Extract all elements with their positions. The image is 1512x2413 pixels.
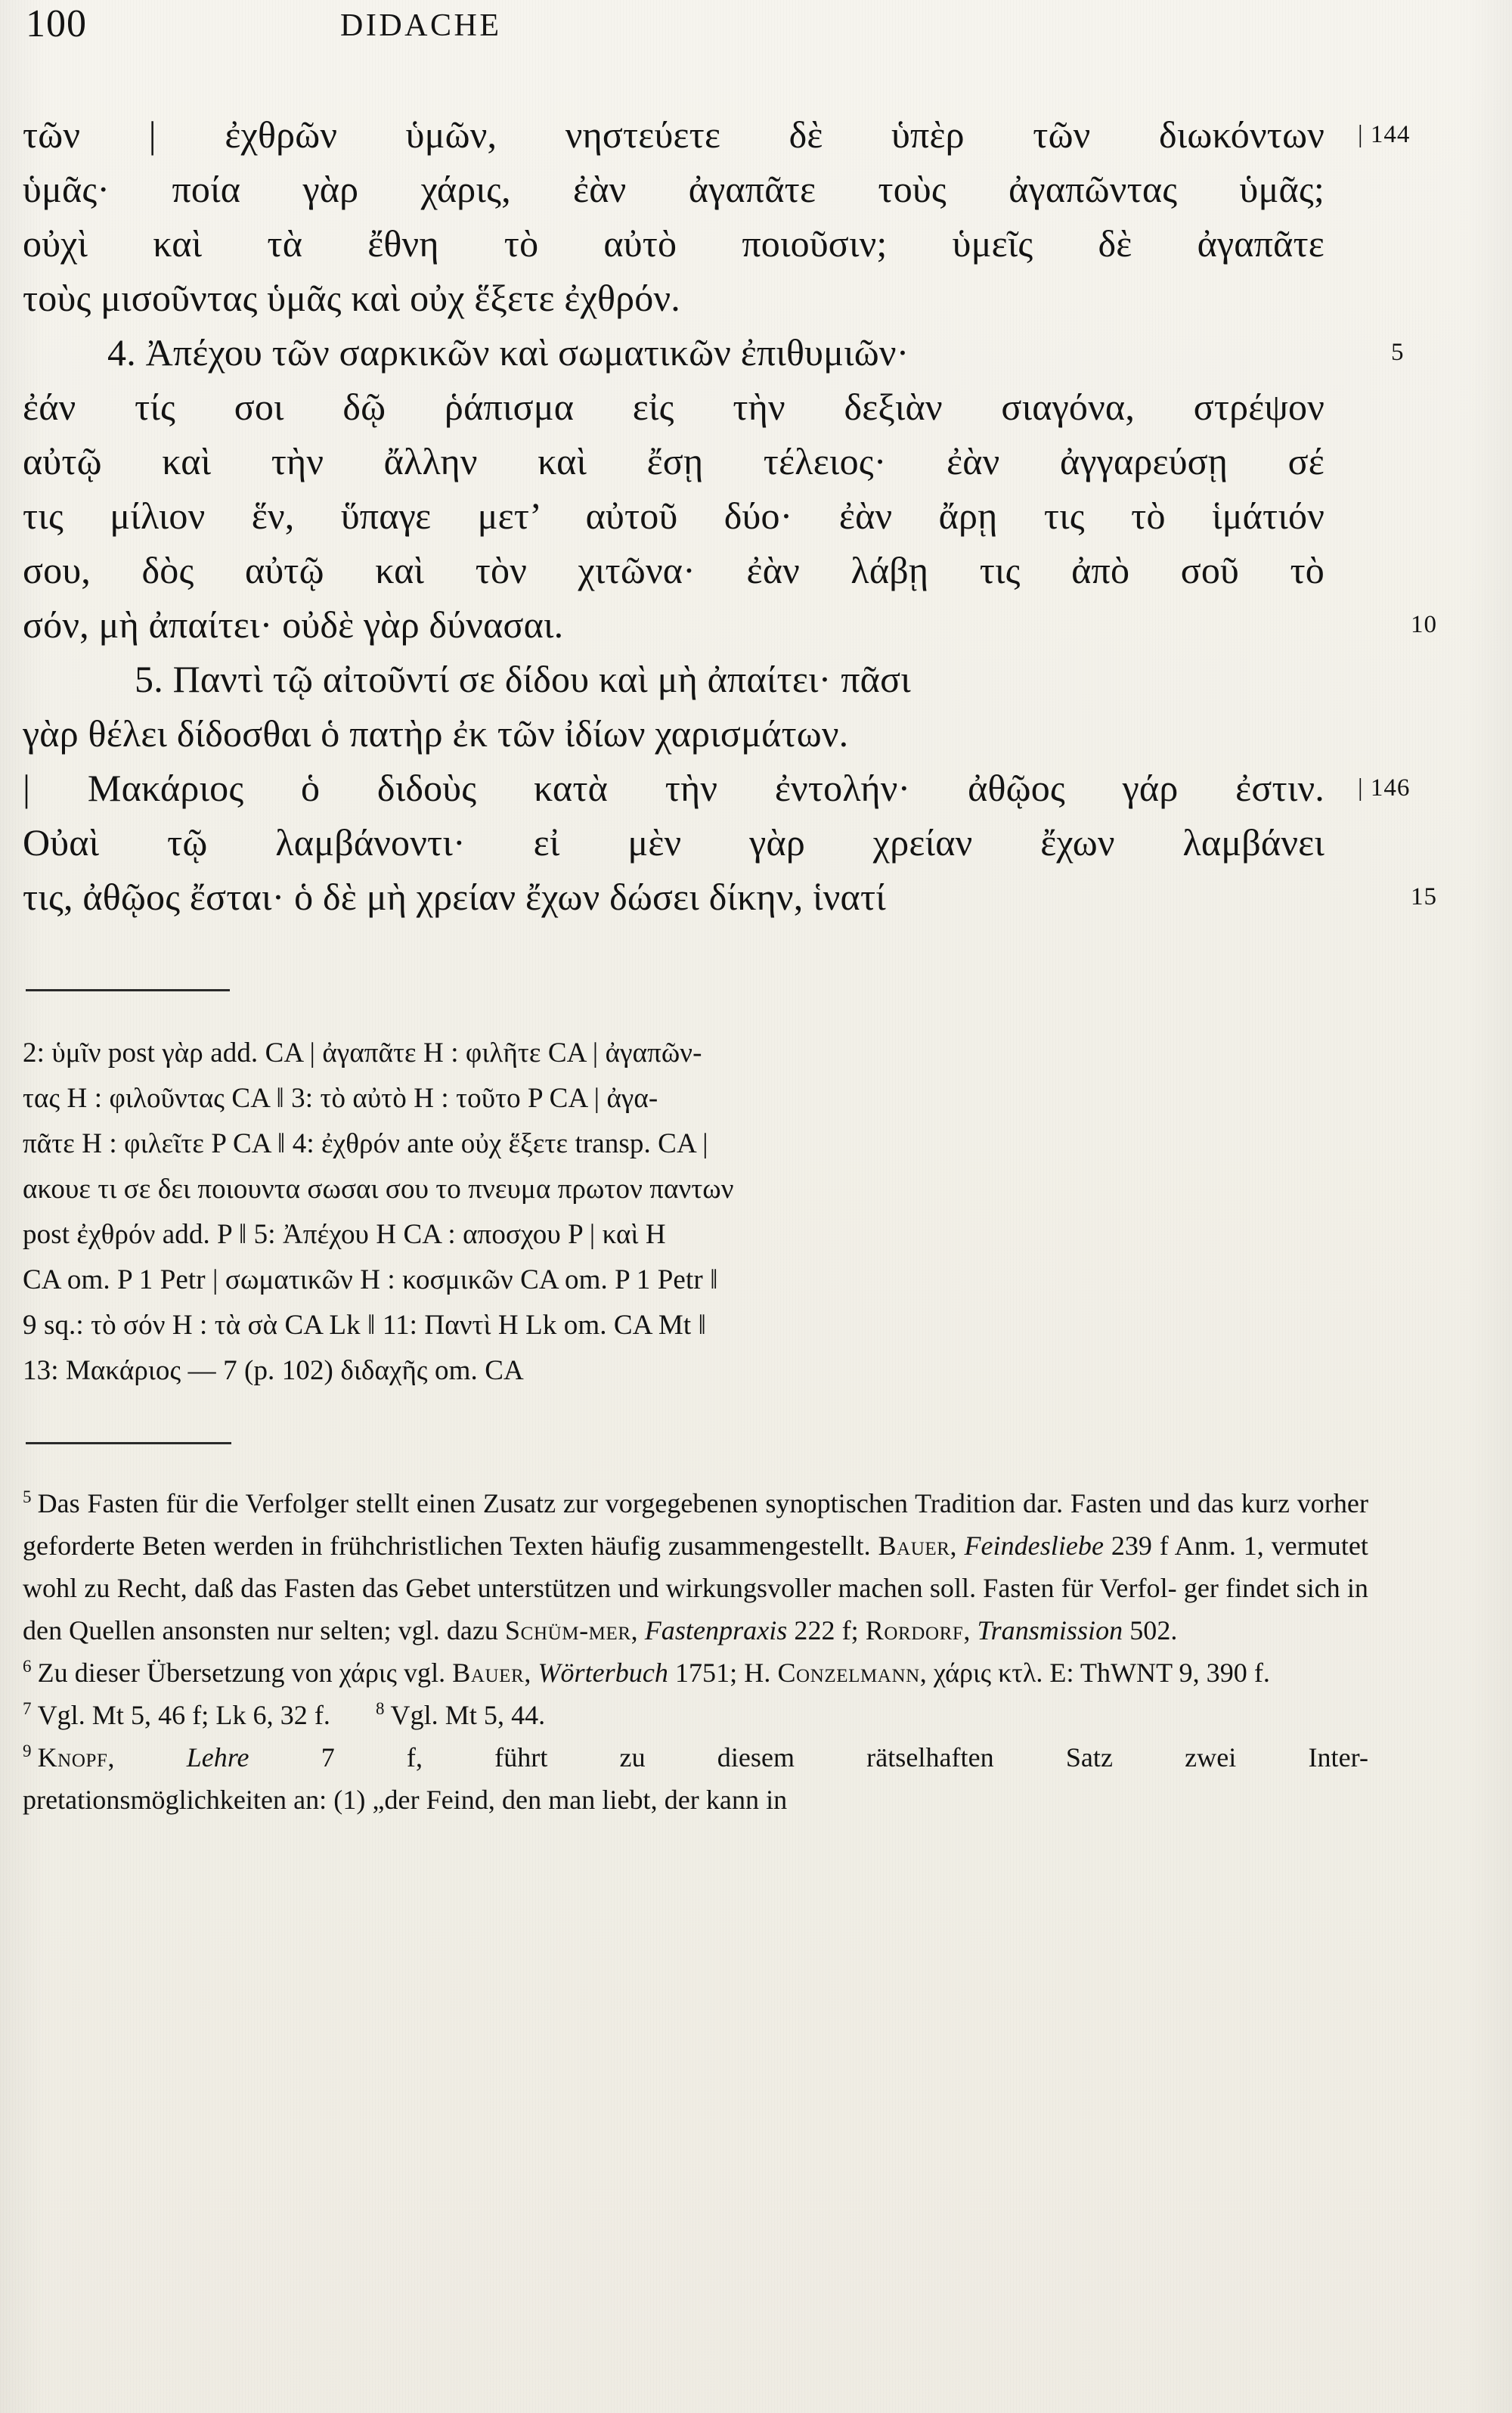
footnote-marker: 6: [23, 1657, 32, 1676]
work-title: Lehre: [186, 1742, 249, 1773]
footnote-6: [23, 1652, 1368, 1694]
author-name: Bauer: [878, 1531, 950, 1561]
text-line: [23, 761, 1491, 815]
footnote-text: 502.: [1123, 1615, 1178, 1645]
margin-reference: | 146: [1358, 774, 1411, 802]
text-line: [23, 380, 1491, 434]
text-line: [23, 488, 1491, 543]
footnote-text: ,: [524, 1658, 538, 1688]
apparatus-line: πᾶτε H : φιλεῖτε P CA ‖ 4: ἐχθρόν ante οὐχ ἕξετε transp. CA |: [23, 1128, 708, 1159]
text-line-content: αὐτῷ καὶ τὴν ἄλλην καὶ ἔσῃ τέλειος· ἐὰν ἀγγαρεύσῃ σέ: [23, 440, 1325, 482]
text-line-content: Οὐαὶ τῷ λαμβάνοντι· εἰ μὲν γὰρ χρείαν ἔχων λαμβάνει: [23, 821, 1325, 864]
footnote-rule: [26, 1442, 231, 1444]
page-content: [23, 0, 1491, 1821]
footnote-text: Zu dieser Übersetzung von χάρις vgl.: [37, 1658, 453, 1688]
work-title: Transmission: [977, 1615, 1123, 1645]
text-line-content: ὑμᾶς· ποία γὰρ χάρις, ἐὰν ἀγαπᾶτε τοὺς ἀγαπῶντας ὑμᾶς;: [23, 168, 1325, 210]
text-line: [23, 652, 1491, 706]
author-name: Knopf: [37, 1742, 108, 1773]
text-line: [23, 216, 1491, 271]
text-line-content: τις, ἀθῷος ἔσται· ὁ δὲ μὴ χρείαν ἔχων δώσει δίκην, ἱνατί: [23, 876, 886, 918]
apparatus-line: 9 sq.: τὸ σόν H : τὰ σὰ CA Lk ‖ 11: Παντὶ H Lk om. CA Mt ‖: [23, 1310, 707, 1341]
apparatus-line: τας H : φιλοῦντας CA ‖ 3: τὸ αὐτὸ H : τοῦτο P CA | ἀγα-: [23, 1083, 658, 1114]
footnote-text: Das Fasten für die Verfolger stellt einen Zusatz zur vorgegebenen: [37, 1488, 758, 1518]
footnote-text: werden in frühchristlichen Texten häufig zusammengestellt.: [213, 1531, 878, 1561]
apparatus-criticus: [23, 1031, 1491, 1394]
footnote-text: Gebet unterstützen und wirkungsvoller machen soll. Fasten für Verfol-: [405, 1573, 1177, 1603]
footnote-text: 1751;: [668, 1658, 738, 1688]
footnote-text: ,: [963, 1615, 978, 1645]
text-line-content: σόν, μὴ ἀπαίτει· οὐδὲ γὰρ δύνασαι.: [23, 603, 564, 646]
margin-line-number: 10: [1411, 611, 1437, 638]
footnote-text: 222 f;: [787, 1615, 866, 1645]
text-line: [23, 325, 1491, 380]
apparatus-line: 13: Μακάριος — 7 (p. 102) διδαχῆς om. CA: [23, 1355, 524, 1386]
text-line: [23, 434, 1491, 488]
text-line-content: σου, δὸς αὐτῷ καὶ τὸν χιτῶνα· ἐὰν λάβῃ τις ἀπὸ σοῦ τὸ: [23, 549, 1325, 591]
text-line-content: 4. Ἀπέχου τῶν σαρκικῶν καὶ σωματικῶν ἐπιθυμιῶν·: [107, 331, 909, 374]
footnote-text: ,: [107, 1742, 187, 1773]
text-line: [23, 597, 1491, 652]
text-line-content: τῶν | ἐχθρῶν ὑμῶν, νηστεύετε δὲ ὑπὲρ τῶν διωκόντων: [23, 113, 1325, 156]
footnote-text: Vgl. Mt 5, 44.: [390, 1700, 546, 1730]
apparatus-line: ακουε τι σε δει ποιουντα σωσαι σου το πνευμα πρωτον παντων: [23, 1174, 734, 1205]
text-line: [23, 870, 1491, 924]
page-number: 100: [26, 2, 87, 45]
work-title: Fastenpraxis: [644, 1615, 788, 1645]
apparatus-rule: [26, 989, 230, 991]
author-name: Bauer: [452, 1658, 525, 1688]
apparatus-line: post ἐχθρόν add. P ‖ 5: Ἀπέχου H CA : αποσχου P | καὶ H: [23, 1219, 666, 1250]
footnote-marker: 5: [23, 1487, 32, 1506]
author-name: mer: [588, 1615, 631, 1645]
footnote-marker: 9: [23, 1742, 32, 1760]
footnote-text: pretationsmöglichkeiten an: (1) „der Feind, den man liebt, der kann in: [23, 1785, 788, 1815]
running-title: DIDACHE: [340, 8, 502, 43]
footnote-9-continued: [23, 1779, 1368, 1821]
footnote-text: ,: [631, 1615, 645, 1645]
text-line: [23, 815, 1491, 870]
text-line-content: τις μίλιον ἕν, ὕπαγε μετ’ αὐτοῦ δύο· ἐὰν ἄρῃ τις τὸ ἱμάτιόν: [23, 495, 1325, 537]
footnote-marker: 7: [23, 1699, 32, 1718]
footnote-text: H.: [744, 1658, 778, 1688]
running-head: [23, 0, 1491, 68]
text-line-content: γὰρ θέλει δίδοσθαι ὁ πατὴρ ἐκ τῶν ἰδίων χαρισμάτων.: [23, 712, 849, 755]
margin-reference: | 144: [1358, 121, 1411, 148]
footnote-text: 239 f Anm. 1, vermutet wohl zu Recht, daß das Fasten das: [23, 1531, 1368, 1603]
apparatus-line: CA om. P 1 Petr | σωματικῶν H : κοσμικῶν CA om. P 1 Petr ‖: [23, 1264, 718, 1295]
text-line: [23, 162, 1491, 216]
footnote-text: 7 f, führt zu diesem rätselhaften Satz zwei Inter-: [249, 1742, 1368, 1773]
text-line-content: | Μακάριος ὁ διδοὺς κατὰ τὴν ἐντολήν· ἀθῷος γάρ ἐστιν.: [23, 767, 1325, 809]
author-name: Schüm-: [505, 1615, 589, 1645]
text-line-content: οὐχὶ καὶ τὰ ἔθνη τὸ αὐτὸ ποιοῦσιν; ὑμεῖς δὲ ἀγαπᾶτε: [23, 222, 1325, 265]
footnotes-block: [23, 1482, 1491, 1821]
text-line-content: ἐάν τίς σοι δῷ ῥάπισμα εἰς τὴν δεξιὰν σιαγόνα, στρέψον: [23, 386, 1325, 428]
footnote-marker: 8: [375, 1699, 385, 1718]
text-line: [23, 706, 1491, 761]
apparatus-line: 2: ὑμῖν post γὰρ add. CA | ἀγαπᾶτε H : φιλῆτε CA | ἀγαπῶν-: [23, 1037, 702, 1068]
footnote-text: ger findet sich in den Quellen ansonsten nur selten; vgl. dazu: [23, 1573, 1368, 1645]
text-line-content: τοὺς μισοῦντας ὑμᾶς καὶ οὐχ ἕξετε ἐχθρόν.: [23, 277, 680, 319]
text-line: [23, 543, 1491, 597]
author-name: Rordorf: [865, 1615, 964, 1645]
text-line: [23, 271, 1491, 325]
margin-line-number: 15: [1411, 883, 1437, 910]
footnote-text: ,: [950, 1531, 957, 1561]
margin-line-number: 5: [1391, 339, 1405, 366]
text-line: [23, 107, 1491, 162]
footnote-7-and-8: [23, 1694, 1368, 1736]
footnote-9: [23, 1736, 1368, 1779]
work-title: Wörterbuch: [538, 1658, 668, 1688]
text-line-content: 5. Παντὶ τῷ αἰτοῦντί σε δίδου καὶ μὴ ἀπαίτει· πᾶσι: [135, 658, 911, 700]
greek-text-block: [23, 107, 1491, 924]
footnote-text: synoptischen Tradition dar. Fasten und das kurz vorher geforderte Beten: [23, 1488, 1368, 1561]
footnote-5: [23, 1482, 1368, 1652]
footnote-text: , χάρις κτλ. E: ThWNT 9, 390 f.: [919, 1658, 1270, 1688]
work-title: Feindesliebe: [964, 1531, 1104, 1561]
author-name: Conzelmann: [777, 1658, 920, 1688]
footnote-text: Vgl. Mt 5, 46 f; Lk 6, 32 f.: [37, 1700, 330, 1730]
